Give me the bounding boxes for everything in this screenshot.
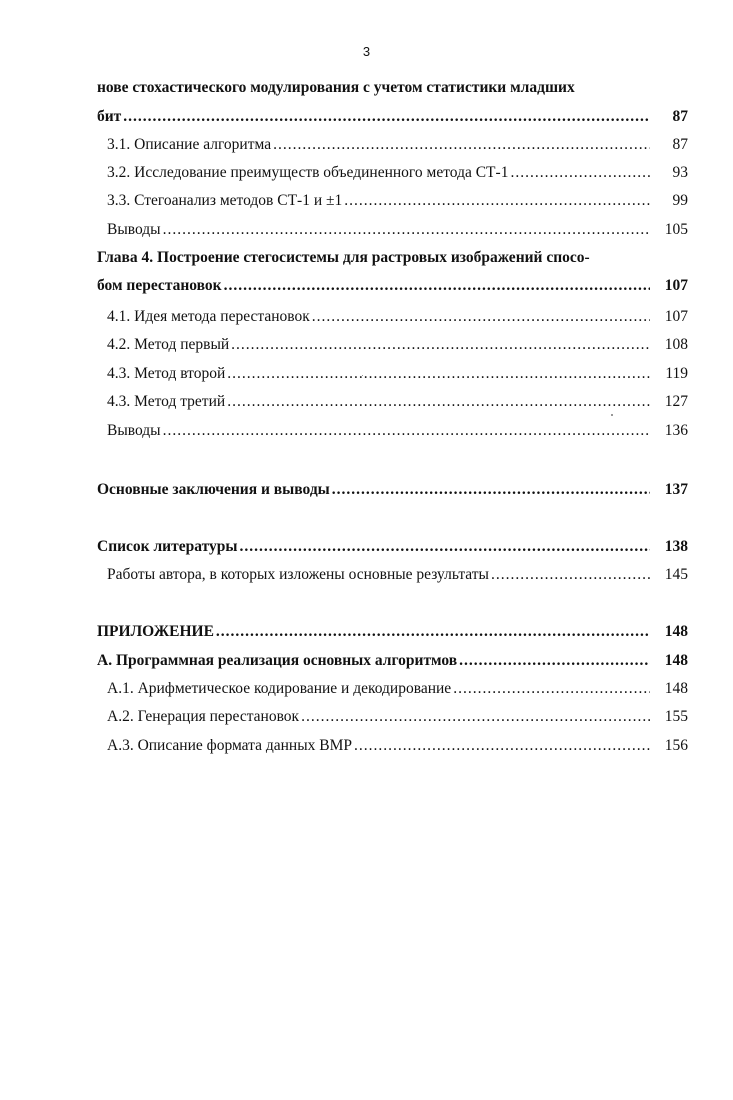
toc-entry-page: 87 xyxy=(672,136,688,153)
toc-entry xyxy=(107,161,688,185)
toc-entry xyxy=(107,734,688,758)
toc-entry-page: 148 xyxy=(664,680,688,697)
toc-entry xyxy=(107,419,688,443)
leader-dots xyxy=(453,677,650,701)
toc-entry-page: 156 xyxy=(664,737,688,754)
toc-entry-title: ПРИЛОЖЕНИЕ xyxy=(97,623,214,640)
toc-entry xyxy=(107,305,688,329)
toc-entry-page: 87 xyxy=(672,108,688,125)
toc-entry-title: нове стохастического модулирования с учетом статистики младших xyxy=(97,79,575,96)
toc-entry-title: А.3. Описание формата данных BMP xyxy=(107,737,352,754)
toc-entry-title: 3.3. Стегоанализ методов СТ-1 и ±1 xyxy=(107,192,343,209)
toc-entry xyxy=(97,478,688,502)
toc-entry-title: 4.3. Метод второй xyxy=(107,365,226,382)
leader-dots xyxy=(216,620,650,644)
leader-dots xyxy=(224,274,650,298)
toc-entry-title: А. Программная реализация основных алгоритмов xyxy=(97,652,458,669)
leader-dots xyxy=(231,333,650,357)
leader-dots xyxy=(354,734,650,758)
leader-dots xyxy=(227,390,650,414)
toc-entry-title: Работы автора, в которых изложены основные результаты xyxy=(107,566,489,583)
toc-entry-page: 148 xyxy=(664,652,688,669)
toc-entry-title: Основные заключения и выводы xyxy=(97,481,330,498)
toc-entry-title: 4.3. Метод третий xyxy=(107,393,226,410)
leader-dots xyxy=(312,305,650,329)
toc-entry-title: Выводы xyxy=(107,422,161,439)
leader-dots xyxy=(301,705,650,729)
leader-dots xyxy=(332,478,650,502)
toc-entry-page: 136 xyxy=(664,422,688,439)
toc-entry-title: 4.1. Идея метода перестановок xyxy=(107,308,310,325)
scan-speck xyxy=(611,414,613,416)
toc-entry-title: бит xyxy=(97,108,122,125)
leader-dots xyxy=(123,105,650,129)
toc-entry-title: А.2. Генерация перестановок xyxy=(107,708,300,725)
toc-entry xyxy=(107,133,688,157)
toc-entry xyxy=(97,649,688,673)
toc-entry-title: 3.1. Описание алгоритма xyxy=(107,136,272,153)
toc-entry-title: 3.2. Исследование преимуществ объединенного метода СТ-1 xyxy=(107,164,509,181)
page-number: 3 xyxy=(362,44,371,59)
toc-entry xyxy=(107,390,688,414)
toc-entry xyxy=(107,218,688,242)
scan-speck xyxy=(362,375,363,376)
toc-entry-title: бом перестановок xyxy=(97,277,222,294)
leader-dots xyxy=(163,218,650,242)
toc-entry-page: 119 xyxy=(665,365,688,382)
leader-dots xyxy=(510,161,650,185)
toc-entry-page: 145 xyxy=(664,566,688,583)
toc-entry-page: 155 xyxy=(664,708,688,725)
toc-entry xyxy=(97,620,688,644)
leader-dots xyxy=(491,563,650,587)
toc-entry xyxy=(107,362,688,386)
leader-dots xyxy=(273,133,650,157)
leader-dots xyxy=(459,649,650,673)
toc-entry xyxy=(97,105,688,129)
toc-chapter-heading xyxy=(97,246,688,270)
leader-dots xyxy=(227,362,650,386)
toc-entry-page: 127 xyxy=(664,393,688,410)
leader-dots xyxy=(239,535,650,559)
toc-entry xyxy=(97,535,688,559)
toc-entry xyxy=(97,274,688,298)
toc-entry-title: А.1. Арифметическое кодирование и декодирование xyxy=(107,680,452,697)
toc-entry-title: Список литературы xyxy=(97,538,238,555)
toc-entry-page: 108 xyxy=(664,336,688,353)
toc-continuation-line xyxy=(97,76,688,100)
toc-entry xyxy=(107,333,688,357)
toc-entry-title: Выводы xyxy=(107,221,161,238)
toc-entry-page: 93 xyxy=(672,164,688,181)
toc-entry-page: 105 xyxy=(664,221,688,238)
toc-entry-page: 107 xyxy=(664,308,688,325)
toc-entry-page: 138 xyxy=(664,538,688,555)
toc-entry xyxy=(107,705,688,729)
toc-entry xyxy=(107,677,688,701)
leader-dots xyxy=(344,189,650,213)
toc-entry-page: 137 xyxy=(664,481,688,498)
toc-entry-page: 148 xyxy=(664,623,688,640)
toc-entry xyxy=(107,563,688,587)
toc-entry xyxy=(107,189,688,213)
leader-dots xyxy=(163,419,650,443)
toc-entry-title: 4.2. Метод первый xyxy=(107,336,230,353)
toc-entry-page: 107 xyxy=(664,277,688,294)
toc-entry-title: Глава 4. Построение стегосистемы для растровых изображений спосо- xyxy=(97,249,590,266)
toc-entry-page: 99 xyxy=(672,192,688,209)
